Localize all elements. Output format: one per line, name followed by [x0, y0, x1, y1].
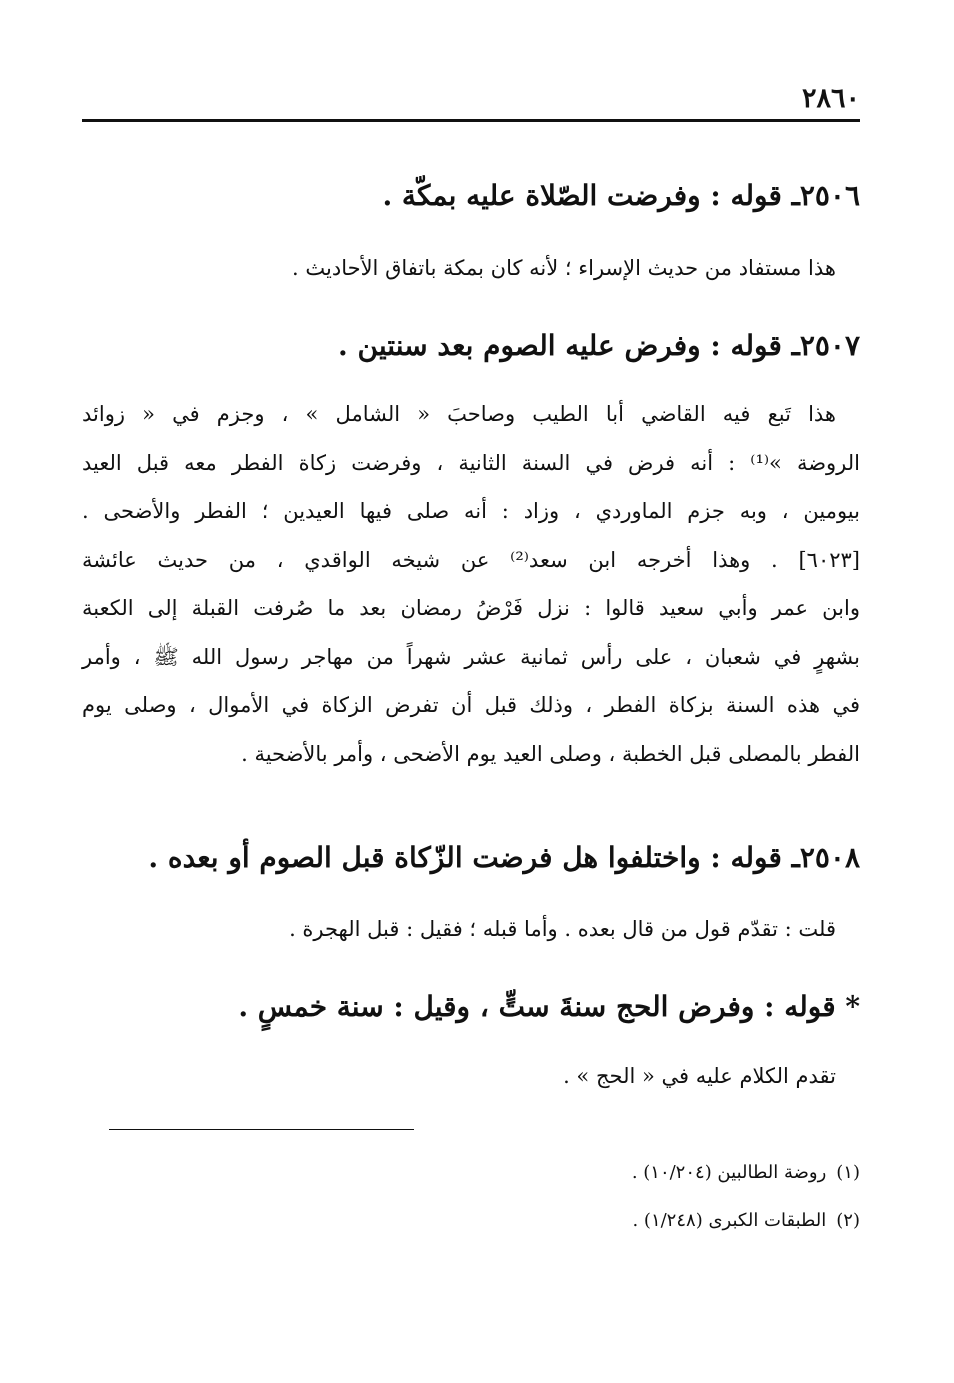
body-line: [٦٠٢٣] . وهذا أخرجه ابن سعد⁽²⁾ عن شيخه الواقدي ، من حديث عائشة [82, 547, 860, 572]
book-page [82, 0, 860, 1383]
section-body-2506 [82, 244, 860, 293]
footnote-2 [82, 1208, 860, 1234]
footnote-text: الطبقات الكبرى (١/٢٤٨) . [632, 1210, 827, 1231]
footnote-number: (٢) [836, 1210, 860, 1231]
section-body-2508 [82, 905, 860, 954]
section-heading-2508: ٢٥٠٨ـ قوله : واختلفوا هل فرضت الزّكاة قبل الصوم أو بعده . [148, 841, 860, 874]
body-line: بشهرٍ في شعبان ، على رأس ثمانية عشر شهراً من مهاجر رسول الله ﷺ ، وأمر [82, 644, 860, 669]
body-line: في هذه السنة بزكاة الفطر ، وذلك قبل أن تفرض الزكاة في الأموال ، وصلى يوم [82, 693, 860, 717]
footnote-number: (١) [836, 1162, 860, 1183]
page-number: ٢٨٦٠ [801, 83, 860, 114]
section-heading-hajj: * قوله : وفرض الحج سنةَ ستٍّ ، وقيل : سنة خمسٍ . [238, 990, 860, 1023]
footnote-1 [82, 1160, 860, 1186]
body-line: تقدم الكلام عليه في « الحج » . [563, 1064, 836, 1088]
footnote-divider [109, 1129, 414, 1130]
footnote-text: روضة الطالبين (١٠/٢٠٤) . [631, 1162, 827, 1183]
body-line: بيومين ، وبه جزم الماوردي ، وزاد : أنه صلى فيها العيدين ؛ الفطر والأضحى . [82, 499, 860, 523]
body-line: وابن عمر وأبي سعيد قالوا : نزل فَرْضُ رمضان بعد ما صُرفت القبلة إلى الكعبة [82, 596, 860, 620]
body-line: هذا تَبع فيه القاضي أبا الطيب وصاحبَ « الشامل » ، وجزم في « زوائد [82, 402, 836, 426]
section-body-2507 [82, 390, 860, 778]
body-line: الفطر بالمصلى قبل الخطبة ، وصلى العيد يوم الأضحى ، وأمر بالأضحية . [241, 741, 860, 766]
body-line: هذا مستفاد من حديث الإسراء ؛ لأنه كان بمكة باتفاق الأحاديث . [292, 256, 836, 280]
section-heading-2506: ٢٥٠٦ـ قوله : وفرضت الصّلاة عليه بمكّة . [382, 179, 860, 212]
section-heading-2507: ٢٥٠٧ـ قوله : وفرض عليه الصوم بعد سنتين . [338, 329, 860, 362]
section-body-hajj [82, 1052, 860, 1101]
body-line: الروضة »⁽¹⁾ : أنه فرض في السنة الثانية ، وفرضت زكاة الفطر معه قبل العيد [82, 450, 861, 475]
header-divider [82, 119, 860, 122]
body-line: قلت : تقدّم قول من قال بعده . وأما قبله ؛ فقيل : قبل الهجرة . [289, 917, 836, 941]
